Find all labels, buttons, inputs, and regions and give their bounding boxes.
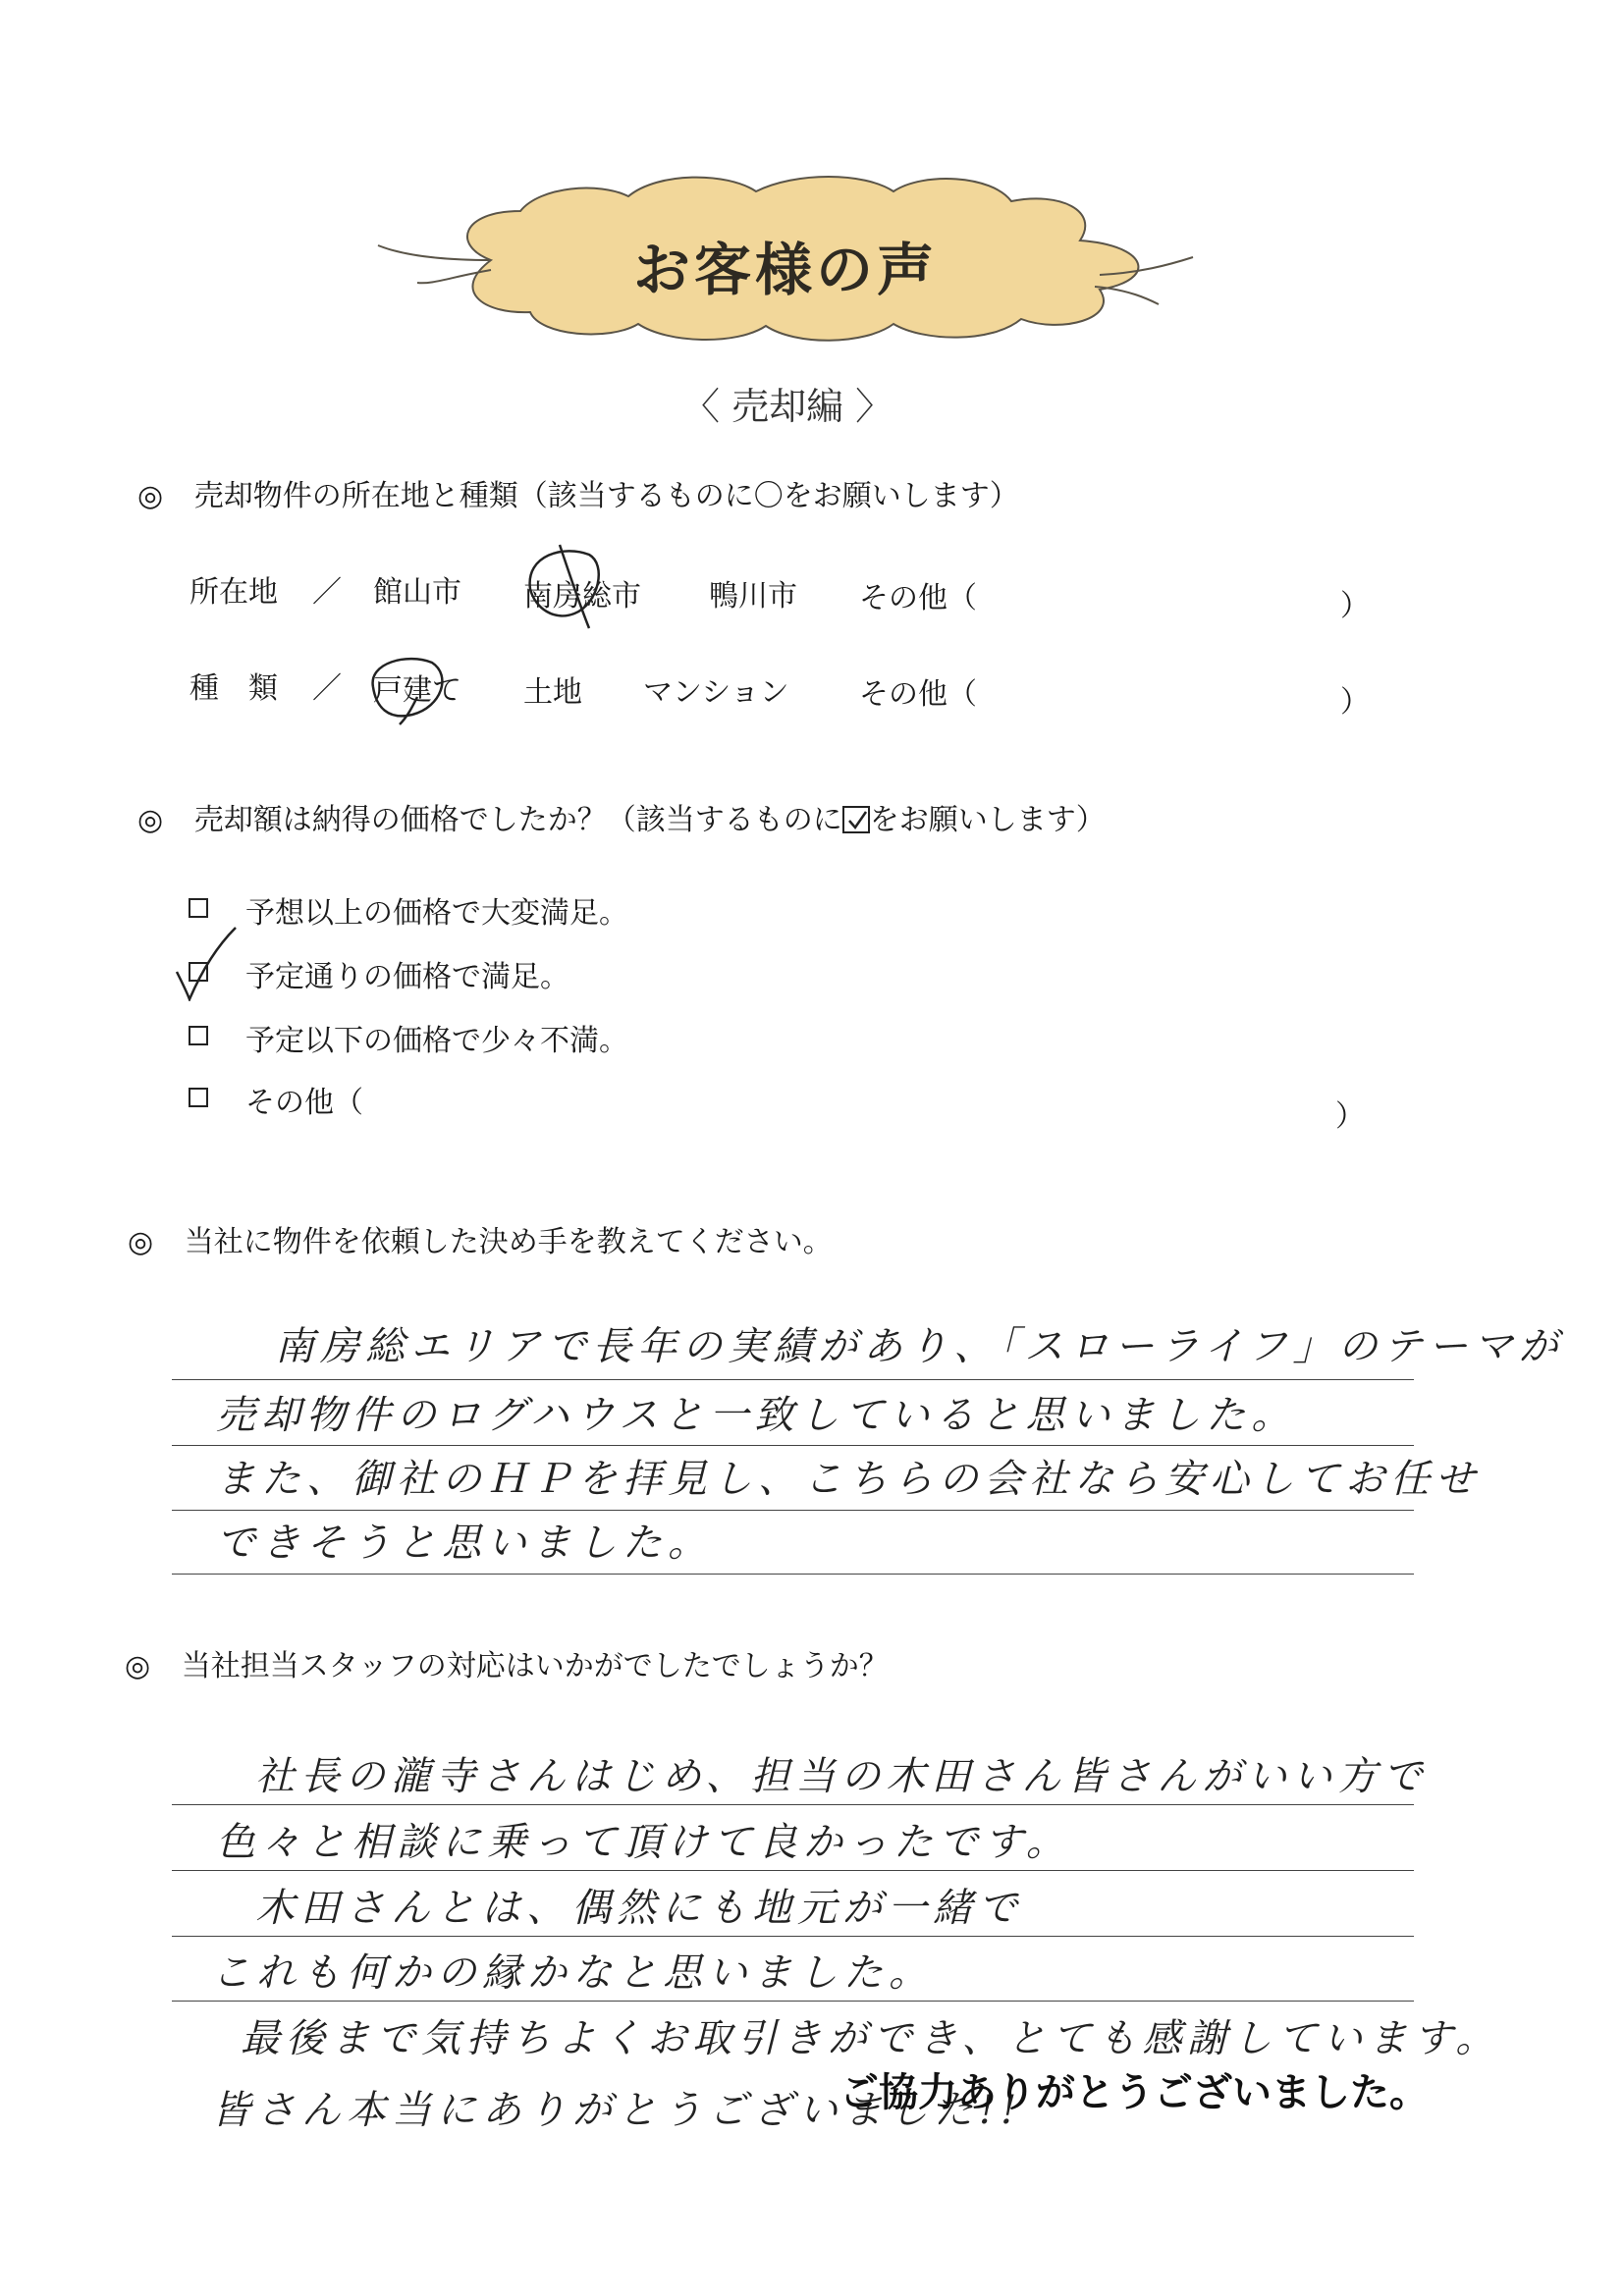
- type-option-other[interactable]: その他（: [859, 677, 977, 712]
- subtitle: 〈 売却編 〉: [682, 385, 893, 428]
- q4-text: 当社担当スタッフの対応はいかがでしたでしょうか？: [181, 1649, 889, 1683]
- q2-heading: [137, 795, 1106, 838]
- answer-rule: [172, 1870, 1414, 1871]
- answer-rule: [172, 1804, 1414, 1805]
- title-cloud: [373, 167, 1198, 344]
- page-title: お客様の声: [632, 237, 938, 303]
- q3-answer-line-3: また、御社のＨＰを拝見し、こちらの会社なら安心してお任せ: [216, 1457, 1481, 1502]
- location-option-minamiboso[interactable]: 南房総市: [523, 579, 641, 614]
- q2-text-after: をお願いします）: [869, 803, 1106, 837]
- type-other-close: ）: [1340, 685, 1370, 720]
- answer-rule: [172, 1574, 1414, 1575]
- thanks-message: ご協力ありがとうございました。: [839, 2070, 1429, 2115]
- checkbox-above-expected[interactable]: [189, 898, 208, 918]
- checkbox-below-expected[interactable]: [189, 1026, 208, 1045]
- check-mark-icon: [172, 923, 241, 1001]
- q3-answer-line-4: できそうと思いました。: [216, 1521, 713, 1566]
- q1-mark: ◎: [137, 479, 164, 513]
- q1-heading: [137, 471, 1019, 514]
- option-above-expected: 予想以上の価格で大変満足。: [245, 896, 628, 931]
- q3-text: 当社に物件を依頼した決め手を教えてください。: [184, 1225, 833, 1259]
- location-slash: ／: [312, 575, 342, 610]
- q2-mark: ◎: [137, 803, 164, 837]
- option-below-expected: 予定以下の価格で少々不満。: [245, 1024, 628, 1058]
- location-other-close: ）: [1340, 589, 1370, 623]
- type-option-house[interactable]: 戸建て: [373, 673, 461, 708]
- q1-text: 売却物件の所在地と種類（該当するものに〇をお願いします）: [193, 479, 1019, 513]
- answer-rule: [172, 1445, 1414, 1446]
- option-other-close: ）: [1335, 1099, 1365, 1134]
- q4-mark: ◎: [125, 1649, 151, 1683]
- type-slash: ／: [312, 671, 342, 706]
- q3-answer-line-2: 売却物件のログハウスと一致していると思いました。: [216, 1393, 1297, 1438]
- q4-answer-line-3: 木田さんとは、偶然にも地元が一緒で: [255, 1886, 1023, 1931]
- option-other: その他（: [245, 1086, 363, 1120]
- q4-answer-line-6: 皆さん本当にありがとうございました!!: [211, 2088, 1023, 2133]
- answer-rule: [172, 1936, 1414, 1937]
- type-option-mansion[interactable]: マンション: [643, 675, 789, 710]
- q4-heading: [125, 1641, 889, 1684]
- location-option-kamogawa[interactable]: 鴨川市: [709, 579, 797, 614]
- type-option-land[interactable]: 土地: [523, 675, 582, 710]
- answer-rule: [172, 1510, 1414, 1511]
- answer-rule: [172, 1379, 1414, 1380]
- q3-heading: [128, 1217, 833, 1260]
- q2-check-sample-icon: [842, 806, 870, 833]
- q4-answer-line-1: 社長の瀧寺さんはじめ、担当の木田さん皆さんがいい方で: [255, 1754, 1429, 1799]
- location-circle-mark: [520, 535, 609, 633]
- answer-rule: [172, 2001, 1414, 2002]
- q4-answer-line-2: 色々と相談に乗って頂けて良かったです。: [216, 1820, 1071, 1865]
- q3-mark: ◎: [128, 1225, 154, 1259]
- q4-answer-line-5: 最後まで気持ちよくお取引きができ、とても感謝しています。: [241, 2016, 1501, 2061]
- option-as-expected: 予定通りの価格で満足。: [245, 960, 569, 994]
- location-option-tateyama[interactable]: 館山市: [373, 575, 461, 610]
- type-label: 種 類: [189, 671, 278, 706]
- q4-answer-line-4: これも何かの縁かなと思いました。: [211, 1950, 934, 1996]
- q3-answer-line-1: 南房総エリアで長年の実績があり、「スローライフ」のテーマが: [275, 1324, 1564, 1369]
- checkbox-other[interactable]: [189, 1088, 208, 1107]
- location-label: 所在地: [189, 575, 278, 610]
- type-circle-mark: [358, 648, 457, 726]
- location-option-other[interactable]: その他（: [859, 581, 977, 615]
- q2-text-before: 売却額は納得の価格でしたか？（該当するものに: [193, 803, 842, 837]
